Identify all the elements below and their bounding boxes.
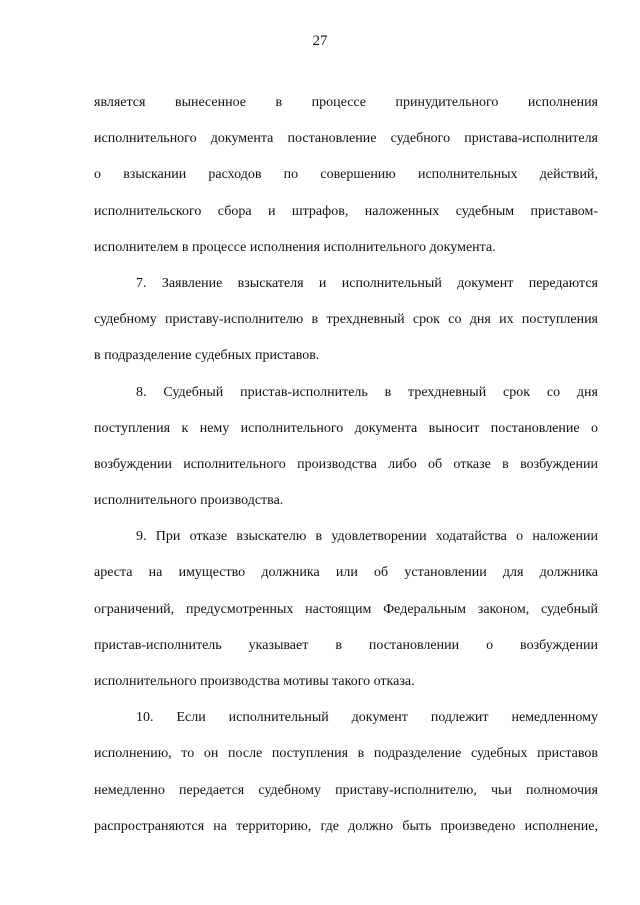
text-line: исполнителем в процессе исполнения исполнительного документа. <box>94 239 496 255</box>
paragraph-7 <box>94 275 598 384</box>
text-line: 7. Заявление взыскателя и исполнительный документ передаются <box>136 275 598 291</box>
paragraph-9 <box>94 528 598 709</box>
text-line: исполнительского сбора и штрафов, наложенных судебным приставом- <box>94 203 598 219</box>
text-line: исполнению, то он после поступления в подразделение судебных приставов <box>94 746 598 762</box>
text-line: в подразделение судебных приставов. <box>94 348 320 364</box>
text-line: 8. Судебный пристав-исполнитель в трехдневный срок со дня <box>136 384 598 400</box>
text-line: ограничений, предусмотренных настоящим Федеральным законом, судебный <box>94 601 598 617</box>
text-line: немедленно передается судебному приставу-исполнителю, чьи полномочия <box>94 782 598 798</box>
paragraph-8 <box>94 384 598 529</box>
paragraph-intro <box>94 94 598 275</box>
text-line: судебному приставу-исполнителю в трехдневный срок со дня их поступления <box>94 312 598 328</box>
text-line: пристав-исполнитель указывает в постановлении о возбуждении <box>94 637 598 653</box>
text-line: исполнительного документа постановление судебного пристава-исполнителя <box>94 131 598 147</box>
text-line: является вынесенное в процессе принудительного исполнения <box>94 95 598 110</box>
paragraph-10 <box>94 709 598 854</box>
text-line: распространяются на территорию, где должно быть произведено исполнение, <box>94 818 598 834</box>
text-line: о взыскании расходов по совершению исполнительных действий, <box>94 167 598 183</box>
page-number: 27 <box>312 33 328 49</box>
text-line: ареста на имущество должника или об установлении для должника <box>94 565 598 581</box>
text-line: 10. Если исполнительный документ подлежит немедленному <box>136 710 598 726</box>
text-line: исполнительного производства мотивы такого отказа. <box>94 674 415 689</box>
document-body <box>94 94 598 854</box>
text-line: поступления к нему исполнительного документа выносит постановление о <box>94 420 598 436</box>
text-line: 9. При отказе взыскателю в удовлетворении ходатайства о наложении <box>136 529 598 545</box>
text-line: исполнительного производства. <box>94 493 284 509</box>
text-line: возбуждении исполнительного производства либо об отказе в возбуждении <box>94 456 598 472</box>
